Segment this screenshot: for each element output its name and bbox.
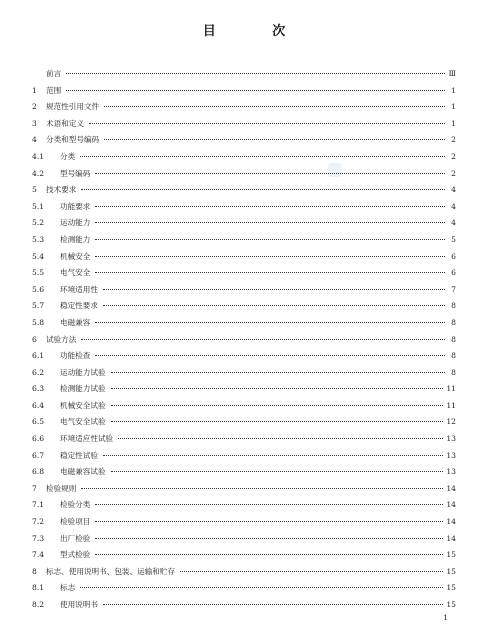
toc-entry-number: 3 (32, 118, 37, 128)
toc-dot-leader (103, 285, 445, 290)
toc-entry[interactable] (32, 381, 456, 398)
toc-entry-label: 电气安全 (60, 268, 91, 278)
toc-entry-number: 6.4 (32, 400, 45, 410)
toc-dot-leader (111, 368, 445, 373)
toc-dot-leader (95, 517, 443, 522)
toc-dot-leader (104, 102, 445, 107)
toc-entry-page: 15 (446, 566, 456, 576)
toc-dot-leader (66, 69, 445, 74)
toc-dot-leader (95, 550, 443, 555)
toc-entry-number: 1 (32, 85, 37, 95)
toc-entry-number: 8.2 (32, 600, 45, 609)
toc-entry-number: 6.6 (32, 434, 45, 444)
toc-entry-page: 6 (451, 251, 456, 261)
toc-entry-label: 功能检查 (60, 351, 91, 361)
toc-entry-number: 8.1 (32, 583, 45, 593)
toc-entry[interactable] (32, 564, 456, 581)
toc-entry-number: 6.1 (32, 351, 45, 361)
toc-entry-number: 7.4 (32, 550, 45, 560)
toc-dot-leader (118, 434, 443, 439)
toc-entry-page: 1 (451, 118, 456, 128)
toc-entry-number: 4.1 (32, 151, 45, 161)
toc-entry[interactable] (32, 132, 456, 149)
toc-entry-label: 规范性引用文件 (46, 102, 100, 112)
toc-dot-leader (103, 451, 443, 456)
toc-dot-leader (111, 384, 444, 389)
toc-dot-leader (103, 301, 445, 306)
toc-entry-number: 5.7 (32, 301, 45, 311)
toc-entry-label: 分类和型号编码 (46, 135, 100, 145)
toc-entry-number: 5.5 (32, 268, 45, 278)
toc-entry-label: 环境适用性 (60, 284, 98, 294)
toc-entry-label: 检测能力 (60, 234, 91, 244)
toc-entry-label: 型号编码 (60, 168, 91, 178)
toc-entry-label: 型式检验 (60, 550, 91, 560)
toc-entry-page: 8 (451, 334, 456, 344)
toc-entry[interactable] (32, 547, 456, 564)
toc-entry[interactable] (32, 448, 456, 465)
toc-entry-label: 检验规则 (46, 483, 77, 493)
toc-entry-page: 12 (446, 417, 456, 427)
toc-entry-label: 运动能力试验 (60, 367, 106, 377)
toc-entry-page: 8 (451, 301, 456, 311)
toc-entry[interactable] (32, 149, 456, 166)
toc-entry-label: 范围 (46, 85, 62, 95)
toc-dot-leader (95, 500, 443, 505)
toc-entry-page: 1 (451, 102, 456, 112)
toc-dot-leader (95, 218, 445, 223)
toc-entry-label: 分类 (60, 151, 76, 161)
toc-entry-page: 8 (451, 317, 456, 327)
toc-entry[interactable] (32, 414, 456, 431)
toc-entry-number: 7 (32, 483, 37, 493)
toc-entry-label: 机械安全 (60, 251, 91, 261)
toc-entry-page: 15 (446, 583, 456, 593)
toc-dot-leader (95, 534, 443, 539)
toc-entry-number: 5.3 (32, 234, 45, 244)
toc-entry-page: 4 (451, 185, 456, 195)
toc-entry-label: 电气安全试验 (60, 417, 106, 427)
toc-dot-leader (95, 235, 445, 240)
toc-entry-label: 术语和定义 (46, 118, 84, 128)
toc-entry-label: 检验项目 (60, 517, 91, 527)
page-number: 1 (443, 613, 448, 622)
toc-entry-page: 2 (451, 151, 456, 161)
toc-dot-leader (80, 583, 443, 588)
toc-entry-number: 8 (32, 566, 37, 576)
toc-entry-number: 5 (32, 185, 37, 195)
toc-entry-number: 6.5 (32, 417, 45, 427)
toc-entry-number: 7.1 (32, 500, 45, 510)
toc-entry[interactable] (32, 83, 456, 100)
toc-dot-leader (111, 401, 444, 406)
toc-entry-label: 标志、使用说明书、包装、运输和贮存 (46, 566, 176, 576)
toc-title: 目 次 (202, 24, 312, 39)
toc-dot-leader (95, 202, 445, 207)
toc-entry-page: 7 (451, 284, 456, 294)
toc-entry[interactable] (32, 348, 456, 365)
toc-entry-page: 13 (446, 434, 456, 444)
toc-entry[interactable] (32, 116, 456, 133)
toc-entry-number: 6.2 (32, 367, 45, 377)
toc-dot-leader (81, 335, 445, 340)
toc-entry-number: 6.3 (32, 384, 45, 394)
toc-entry-page: 13 (446, 450, 456, 460)
toc-dot-leader (80, 152, 445, 157)
toc-entry-label: 检测能力试验 (60, 384, 106, 394)
toc-dot-leader (95, 318, 445, 323)
toc-entry[interactable] (32, 431, 456, 448)
toc-entry[interactable] (32, 398, 456, 415)
toc-entry-label: 机械安全试验 (60, 400, 106, 410)
toc-entry[interactable] (32, 514, 456, 531)
toc-entry[interactable] (32, 232, 456, 249)
toc-dot-leader (111, 467, 444, 472)
toc-entry-label: 技术要求 (46, 185, 77, 195)
toc-entry[interactable] (32, 66, 456, 83)
toc-entry[interactable] (32, 265, 456, 282)
toc-entry-label: 检验分类 (60, 500, 91, 510)
toc-entry[interactable] (32, 365, 456, 382)
toc-entry[interactable] (32, 182, 456, 199)
toc-entry[interactable] (32, 282, 456, 299)
toc-dot-leader (81, 185, 445, 190)
toc-entry-page: 11 (446, 384, 456, 394)
toc-entry-page: Ⅲ (448, 69, 456, 78)
toc-entry-label: 使用说明书 (60, 600, 98, 609)
toc-entry-number: 5.4 (32, 251, 45, 261)
toc-entry-page: 14 (446, 483, 456, 493)
toc-dot-leader (95, 351, 445, 356)
toc-entry-page: 6 (451, 268, 456, 278)
toc-entry-page: 8 (451, 351, 456, 361)
toc-dot-leader (180, 567, 443, 572)
toc-entry-page: 14 (446, 517, 456, 527)
toc-entry-page: 2 (451, 135, 456, 145)
toc-entry[interactable] (32, 497, 456, 514)
toc-entry-page: 5 (451, 234, 456, 244)
toc-entry[interactable] (32, 249, 456, 266)
toc-entry-number: 4 (32, 135, 37, 145)
toc-dot-leader (111, 417, 444, 422)
toc-entry-label: 稳定性要求 (60, 301, 98, 311)
toc-entry-page: 11 (446, 400, 456, 410)
toc-entry-label: 电磁兼容 (60, 317, 91, 327)
toc-entry-label: 出厂检验 (60, 533, 91, 543)
toc-entry-page: 8 (451, 367, 456, 377)
toc-entry-number: 6.7 (32, 450, 45, 460)
toc-entry-page: 14 (446, 533, 456, 543)
toc-entry[interactable] (32, 315, 456, 332)
toc-entry[interactable] (32, 580, 456, 597)
toc-entry[interactable] (32, 166, 456, 183)
toc-entry-label: 试验方法 (46, 334, 77, 344)
toc-entry-page: 13 (446, 467, 456, 477)
table-of-contents (32, 66, 456, 614)
toc-entry-page: 4 (451, 218, 456, 228)
toc-dot-leader (95, 268, 445, 273)
toc-entry-page: 1 (451, 85, 456, 95)
toc-entry-number: 5.1 (32, 201, 45, 211)
toc-entry-label: 电磁兼容试验 (60, 467, 106, 477)
toc-entry-label: 功能要求 (60, 201, 91, 211)
toc-entry-label: 环境适应性试验 (60, 434, 114, 444)
toc-entry-page: 14 (446, 500, 456, 510)
toc-entry[interactable] (32, 298, 456, 315)
toc-dot-leader (89, 119, 445, 124)
toc-entry-number: 6 (32, 334, 37, 344)
toc-entry[interactable] (32, 464, 456, 481)
toc-entry[interactable] (32, 99, 456, 116)
toc-dot-leader (95, 252, 445, 257)
toc-entry[interactable] (32, 597, 456, 614)
toc-entry-number: 5.8 (32, 317, 45, 327)
toc-dot-leader (66, 86, 445, 91)
toc-entry-number: 7.3 (32, 533, 45, 543)
toc-entry[interactable] (32, 332, 456, 349)
toc-entry-page: 2 (451, 168, 456, 178)
toc-entry-page: 4 (451, 201, 456, 211)
toc-entry[interactable] (32, 215, 456, 232)
toc-entry-number: 6.8 (32, 467, 45, 477)
toc-entry-number: 5.6 (32, 284, 45, 294)
toc-entry-number: 4.2 (32, 168, 45, 178)
toc-entry-page: 15 (446, 600, 456, 609)
toc-entry-label: 标志 (60, 583, 76, 593)
toc-dot-leader (103, 600, 443, 605)
toc-entry-number: 5.2 (32, 218, 45, 228)
toc-dot-leader (104, 135, 445, 140)
toc-entry-number: 2 (32, 102, 37, 112)
toc-entry[interactable] (32, 531, 456, 548)
toc-entry-label: 运动能力 (60, 218, 91, 228)
toc-dot-leader (81, 484, 443, 489)
toc-entry-label: 稳定性试验 (60, 450, 98, 460)
toc-entry-page: 15 (446, 550, 456, 560)
toc-entry[interactable] (32, 481, 456, 498)
toc-dot-leader (95, 169, 445, 174)
toc-entry-label: 前言 (46, 69, 62, 78)
toc-entry[interactable] (32, 199, 456, 216)
toc-entry-number: 7.2 (32, 517, 45, 527)
